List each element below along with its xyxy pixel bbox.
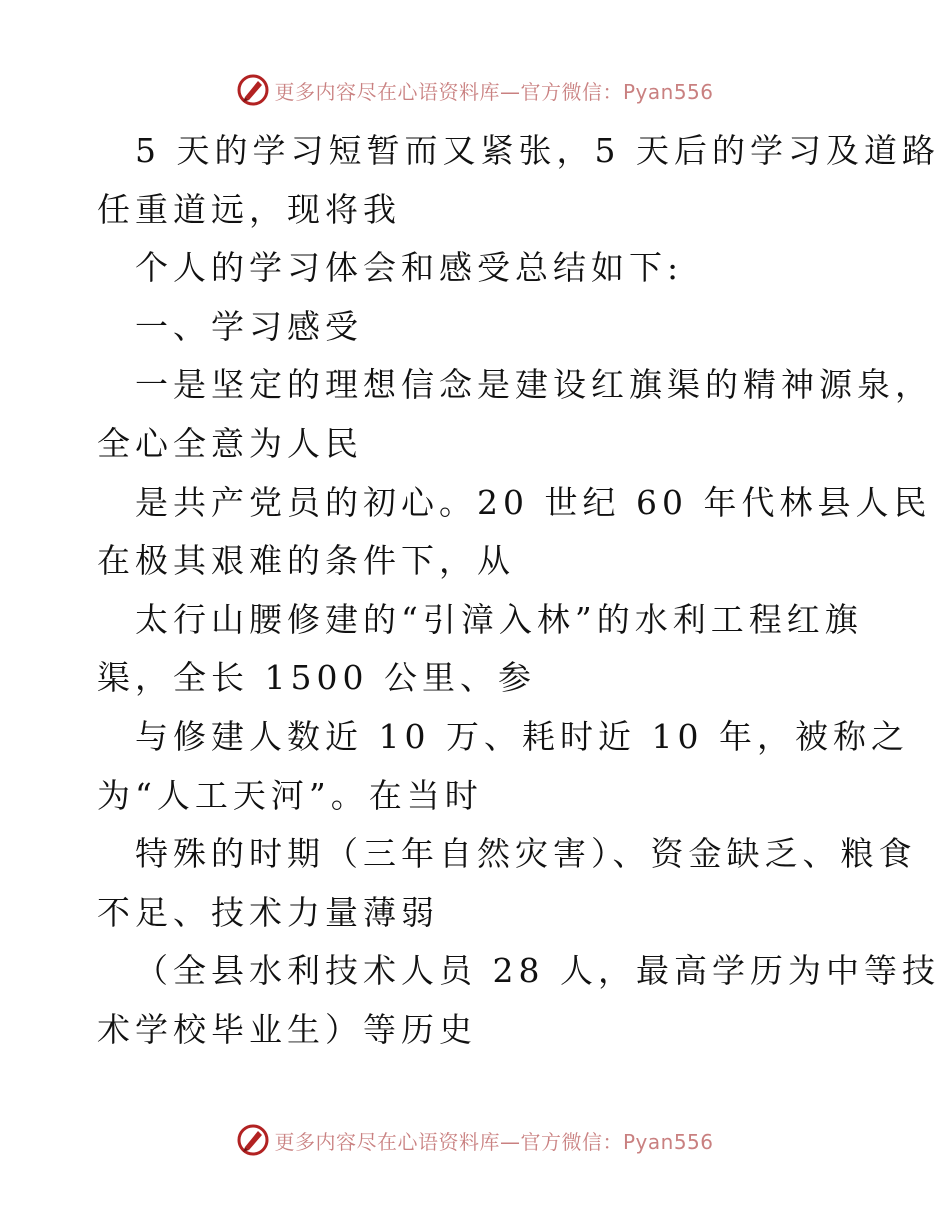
paragraph-line: 5 天的学习短暂而又紧张，5 天后的学习及道路 [135,131,940,170]
paragraph-line: 不足、技术力量薄弱 [97,892,439,932]
paragraph-line: （全县水利技术人员 28 人，最高学历为中等技 [135,951,940,991]
paragraph [97,708,909,825]
paragraph-line: 是共产党员的初心。20 世纪 60 年代林县人民 [135,482,932,522]
paragraph-line: 任重道远，现将我 [97,189,401,229]
wechat-id: Pyan556 [622,79,714,104]
header-banner [0,70,950,110]
document-body [97,122,940,1060]
header-banner-text: 更多内容尽在心语资料库—官方微信：Pyan556 [274,79,714,104]
paragraph-line: 在极其艰难的条件下，从 [97,541,515,581]
paragraph [97,239,867,298]
paragraph [97,356,933,473]
paragraph-line: 与修建人数近 10 万、耗时近 10 年，被称之 [135,716,909,756]
section-heading [97,298,867,357]
logo-icon [236,73,270,107]
paragraph-line: 术学校毕业生）等历史 [97,1009,477,1049]
paragraph-line: 渠，全长 1500 公里、参 [97,658,536,698]
paragraph-line: 一是坚定的理想信念是建设红旗渠的精神源泉， [135,365,933,405]
paragraph-line: 全心全意为人民 [97,423,363,463]
paragraph [97,591,867,708]
paragraph-line: 特殊的时期（三年自然灾害）、资金缺乏、粮食 [135,834,917,874]
paragraph [97,942,940,1059]
paragraph-line: 个人的学习体会和感受总结如下: [135,248,684,288]
wechat-id: Pyan556 [622,1129,714,1154]
paragraph-line: 太行山腰修建的“引漳入林”的水利工程红旗 [135,599,863,639]
logo-icon [236,1123,270,1157]
paragraph-line: 为“人工天河”。在当时 [97,775,483,815]
paragraph [97,825,917,942]
footer-banner [0,1120,950,1160]
footer-banner-text: 更多内容尽在心语资料库—官方微信：Pyan556 [274,1129,714,1154]
paragraph [97,122,940,239]
paragraph [97,474,932,591]
paragraph-line: 一、学习感受 [135,306,363,346]
